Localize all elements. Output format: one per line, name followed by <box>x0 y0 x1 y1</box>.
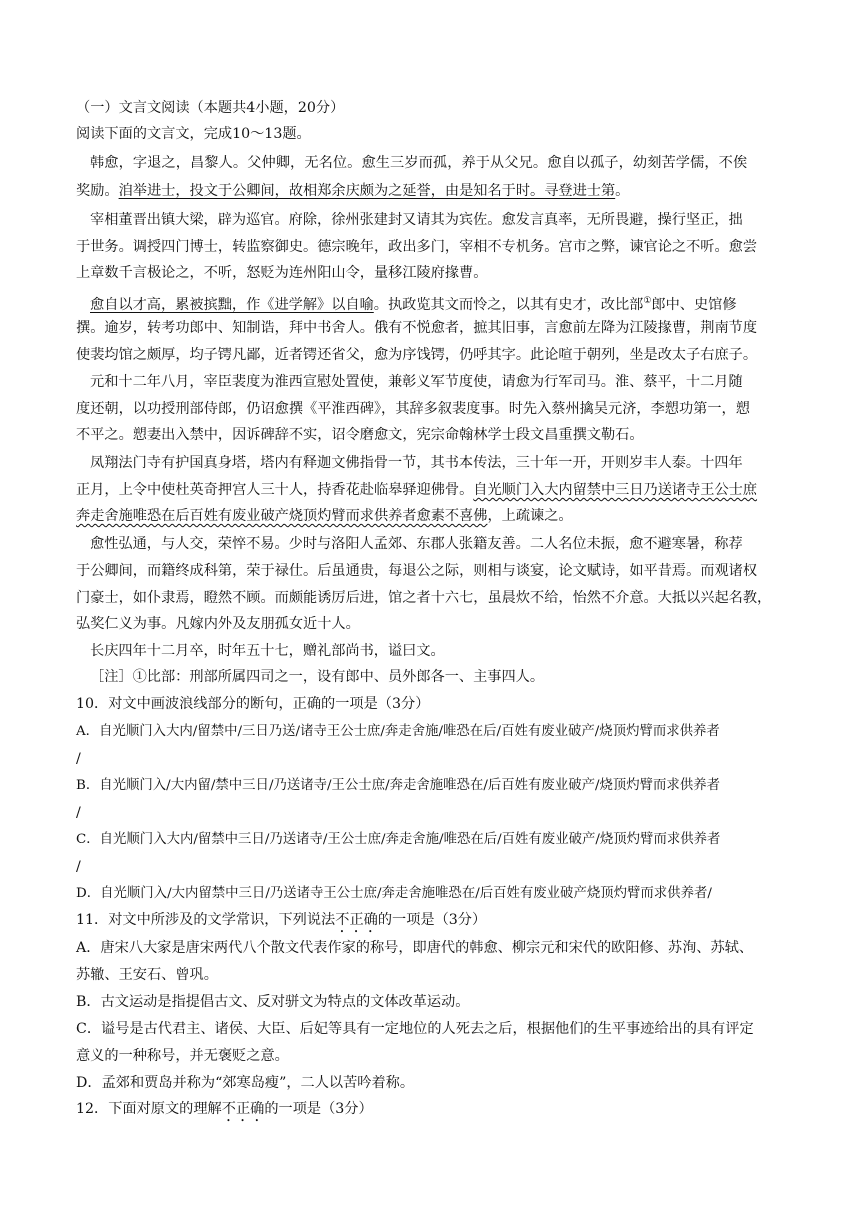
passage-text: 郎中、史馆修 <box>651 297 737 313</box>
q11-option-a: A．唐宋八大家是唐宋两代八个散文代表作家的称号，即唐代的韩愈、柳宗元和宋代的欧阳修、苏洵、苏轼、 <box>76 940 754 956</box>
passage-line: 度还朝，以功授刑部侍郎，仍诏愈撰《平淮西碑》，其辞多叙裴度事。时先入蔡州擒吴元济，李愬功第一，愬 <box>76 401 750 417</box>
q11-option-c-cont: 意义的一种称号，并无褒贬之意。 <box>76 1048 289 1064</box>
passage-text: 正月，上令中使杜英奇押宫人三十人，持香花赴临皋驿迎佛骨。 <box>76 482 474 498</box>
passage-line: 使裴均馆之颇厚，均子锷凡鄙，近者锷还省父，愈为序饯锷，仍呼其字。此论喧于朝列，坐是改太子右庶子。 <box>76 347 758 363</box>
q11-option-a-cont: 苏辙、王安石、曾巩。 <box>76 967 218 983</box>
passage-line <box>76 506 573 526</box>
q10-option-a-cont: / <box>76 751 81 767</box>
passage-line: 宰相董晋出镇大梁，辟为巡官。府除，徐州张建封又请其为宾佐。愈发言真率，无所畏避，操行坚正，拙 <box>90 212 743 228</box>
passage-text: 。执政览其文而怜之，以其有史才，改比部 <box>373 297 644 313</box>
passage-line: 不平之。愬妻出入禁中，因诉碑辞不实，诏令磨愈文，宪宗命翰林学士段文昌重撰文勒石。 <box>76 427 644 443</box>
q11-option-d: D．孟郊和贾岛并称为“郊寒岛瘦”，二人以苦吟着称。 <box>76 1075 415 1091</box>
q11-option-c: C．谥号是古代君主、诸侯、大臣、后妃等具有一定地位的人死去之后，根据他们的生平事迹给出的具有评定 <box>76 1021 754 1037</box>
passage-line <box>76 480 757 500</box>
question-10-stem: 10．对文中画波浪线部分的断句，正确的一项是（3分） <box>76 696 430 712</box>
q10-option-c-cont: / <box>76 859 81 875</box>
passage-line: 韩愈，字退之，昌黎人。父仲卿，无名位。愈生三岁而孤，养于从父兄。愈自以孤子，幼刻苦学儒，不俟 <box>90 155 748 171</box>
passage-text: 。 <box>615 183 630 199</box>
wavy-underlined-text: 自光顺门入大内留禁中三日乃送诸寺王公士庶 <box>473 482 758 498</box>
passage-line <box>90 291 737 315</box>
q11-option-b: B．古文运动是指提倡古文、反对骈文为特点的文体改革运动。 <box>76 994 470 1010</box>
stem-text: 的一项是（3分） <box>264 1101 373 1117</box>
instruction: 阅读下面的文言文，完成10～13题。 <box>76 126 311 142</box>
passage-line: 凤翔法门寺有护国真身塔，塔内有释迦文佛指骨一节，其书本传法，三十年一开，开则岁丰人泰。十四年 <box>90 455 743 471</box>
passage-line: 弘奖仁义为事。凡嫁内外及友朋孤女近十人。 <box>76 616 360 632</box>
stem-text: 11．对文中所涉及的文学常识，下列说法 <box>76 912 336 928</box>
emphasized-text: 不正确 <box>221 1101 265 1117</box>
passage-text: ，上疏谏之。 <box>487 508 573 524</box>
emphasized-text: 不正确 <box>335 912 378 928</box>
underlined-sentence: 愈自以才高，累被摈黜，作《进学解》以自喻 <box>90 297 374 313</box>
underlined-sentence: 洎举进士，投文于公卿间，故相郑余庆颇为之延誉，由是知名于时。寻登进士第 <box>118 183 616 199</box>
q10-option-d: D．自光顺门入/大内留禁中三日/乃送诸寺王公士庶/奔走舍施唯恐在/后百姓有废业破产烧顶灼臂而求供养者/ <box>76 886 712 901</box>
section-title: （一）文言文阅读（本题共4小题，20分） <box>76 100 345 116</box>
wavy-underlined-text: 奔走舍施唯恐在后百姓有废业破产烧顶灼臂而求供养者愈素不喜佛 <box>76 508 488 524</box>
stem-text: 12．下面对原文的理解 <box>76 1101 222 1117</box>
question-12-stem <box>76 1099 373 1125</box>
passage-line: 上章数千言极论之，不听，怒贬为连州阳山令，量移江陵府掾曹。 <box>76 265 488 281</box>
q10-option-b-cont: / <box>76 805 81 821</box>
passage-line <box>76 181 629 201</box>
passage-line: 撰。逾岁，转考功郎中、知制诰，拜中书舍人。俄有不悦愈者，摭其旧事，言愈前左降为江陵掾曹，荆南节度 <box>76 320 758 336</box>
passage-text: 奖励。 <box>76 183 119 199</box>
passage-line: 于世务。调授四门博士，转监察御史。德宗晚年，政出多门，宰相不专机务。宫市之弊，谏官论之不听。愈尝 <box>76 239 758 255</box>
q10-option-b: B．自光顺门入/大内留/禁中三日/乃送诸寺/王公士庶/奔走舍施唯恐在/后百姓有废业破产/烧顶灼臂而求供养者 <box>76 778 720 793</box>
passage-line: 于公卿间，而籍终成科第，荣于禄仕。后虽通贵，每退公之际，则相与谈宴，论文赋诗，如平昔焉。而观诸权 <box>76 563 758 579</box>
passage-line: 愈性弘通，与人交，荣悴不易。少时与洛阳人孟郊、东郡人张籍友善。二人名位未振，愈不避寒暑，称荐 <box>90 536 743 552</box>
q10-option-a: A．自光顺门入大内/留禁中/三日乃送/诸寺王公士庶/奔走舍施/唯恐在后/百姓有废业破产/烧顶灼臂而求供养者 <box>76 724 720 739</box>
stem-text: 的一项是（3分） <box>377 912 487 928</box>
passage-line: 元和十二年八月，宰臣裴度为淮西宣慰处置使，兼彰义军节度使，请愈为行军司马。淮、蔡平，十二月随 <box>90 374 743 390</box>
question-11-stem <box>76 910 486 936</box>
passage-line: 门豪士，如仆隶焉，瞪然不顾。而颇能诱厉后进，馆之者十六七，虽晨炊不给，怡然不介意。大抵以兴起名教， <box>76 590 772 606</box>
footnote-marker: ① <box>643 296 652 306</box>
q10-option-c: C．自光顺门入大内/留禁中三日/乃送诸寺/王公士庶/奔走舍施/唯恐在后/百姓有废业破产/烧顶灼臂而求供养者 <box>76 832 721 847</box>
passage-line: 长庆四年十二月卒，时年五十七，赠礼部尚书，谥曰文。 <box>90 643 445 659</box>
footnote: ［注］①比部：刑部所属四司之一，设有郎中、员外郎各一、主事四人。 <box>90 669 545 685</box>
